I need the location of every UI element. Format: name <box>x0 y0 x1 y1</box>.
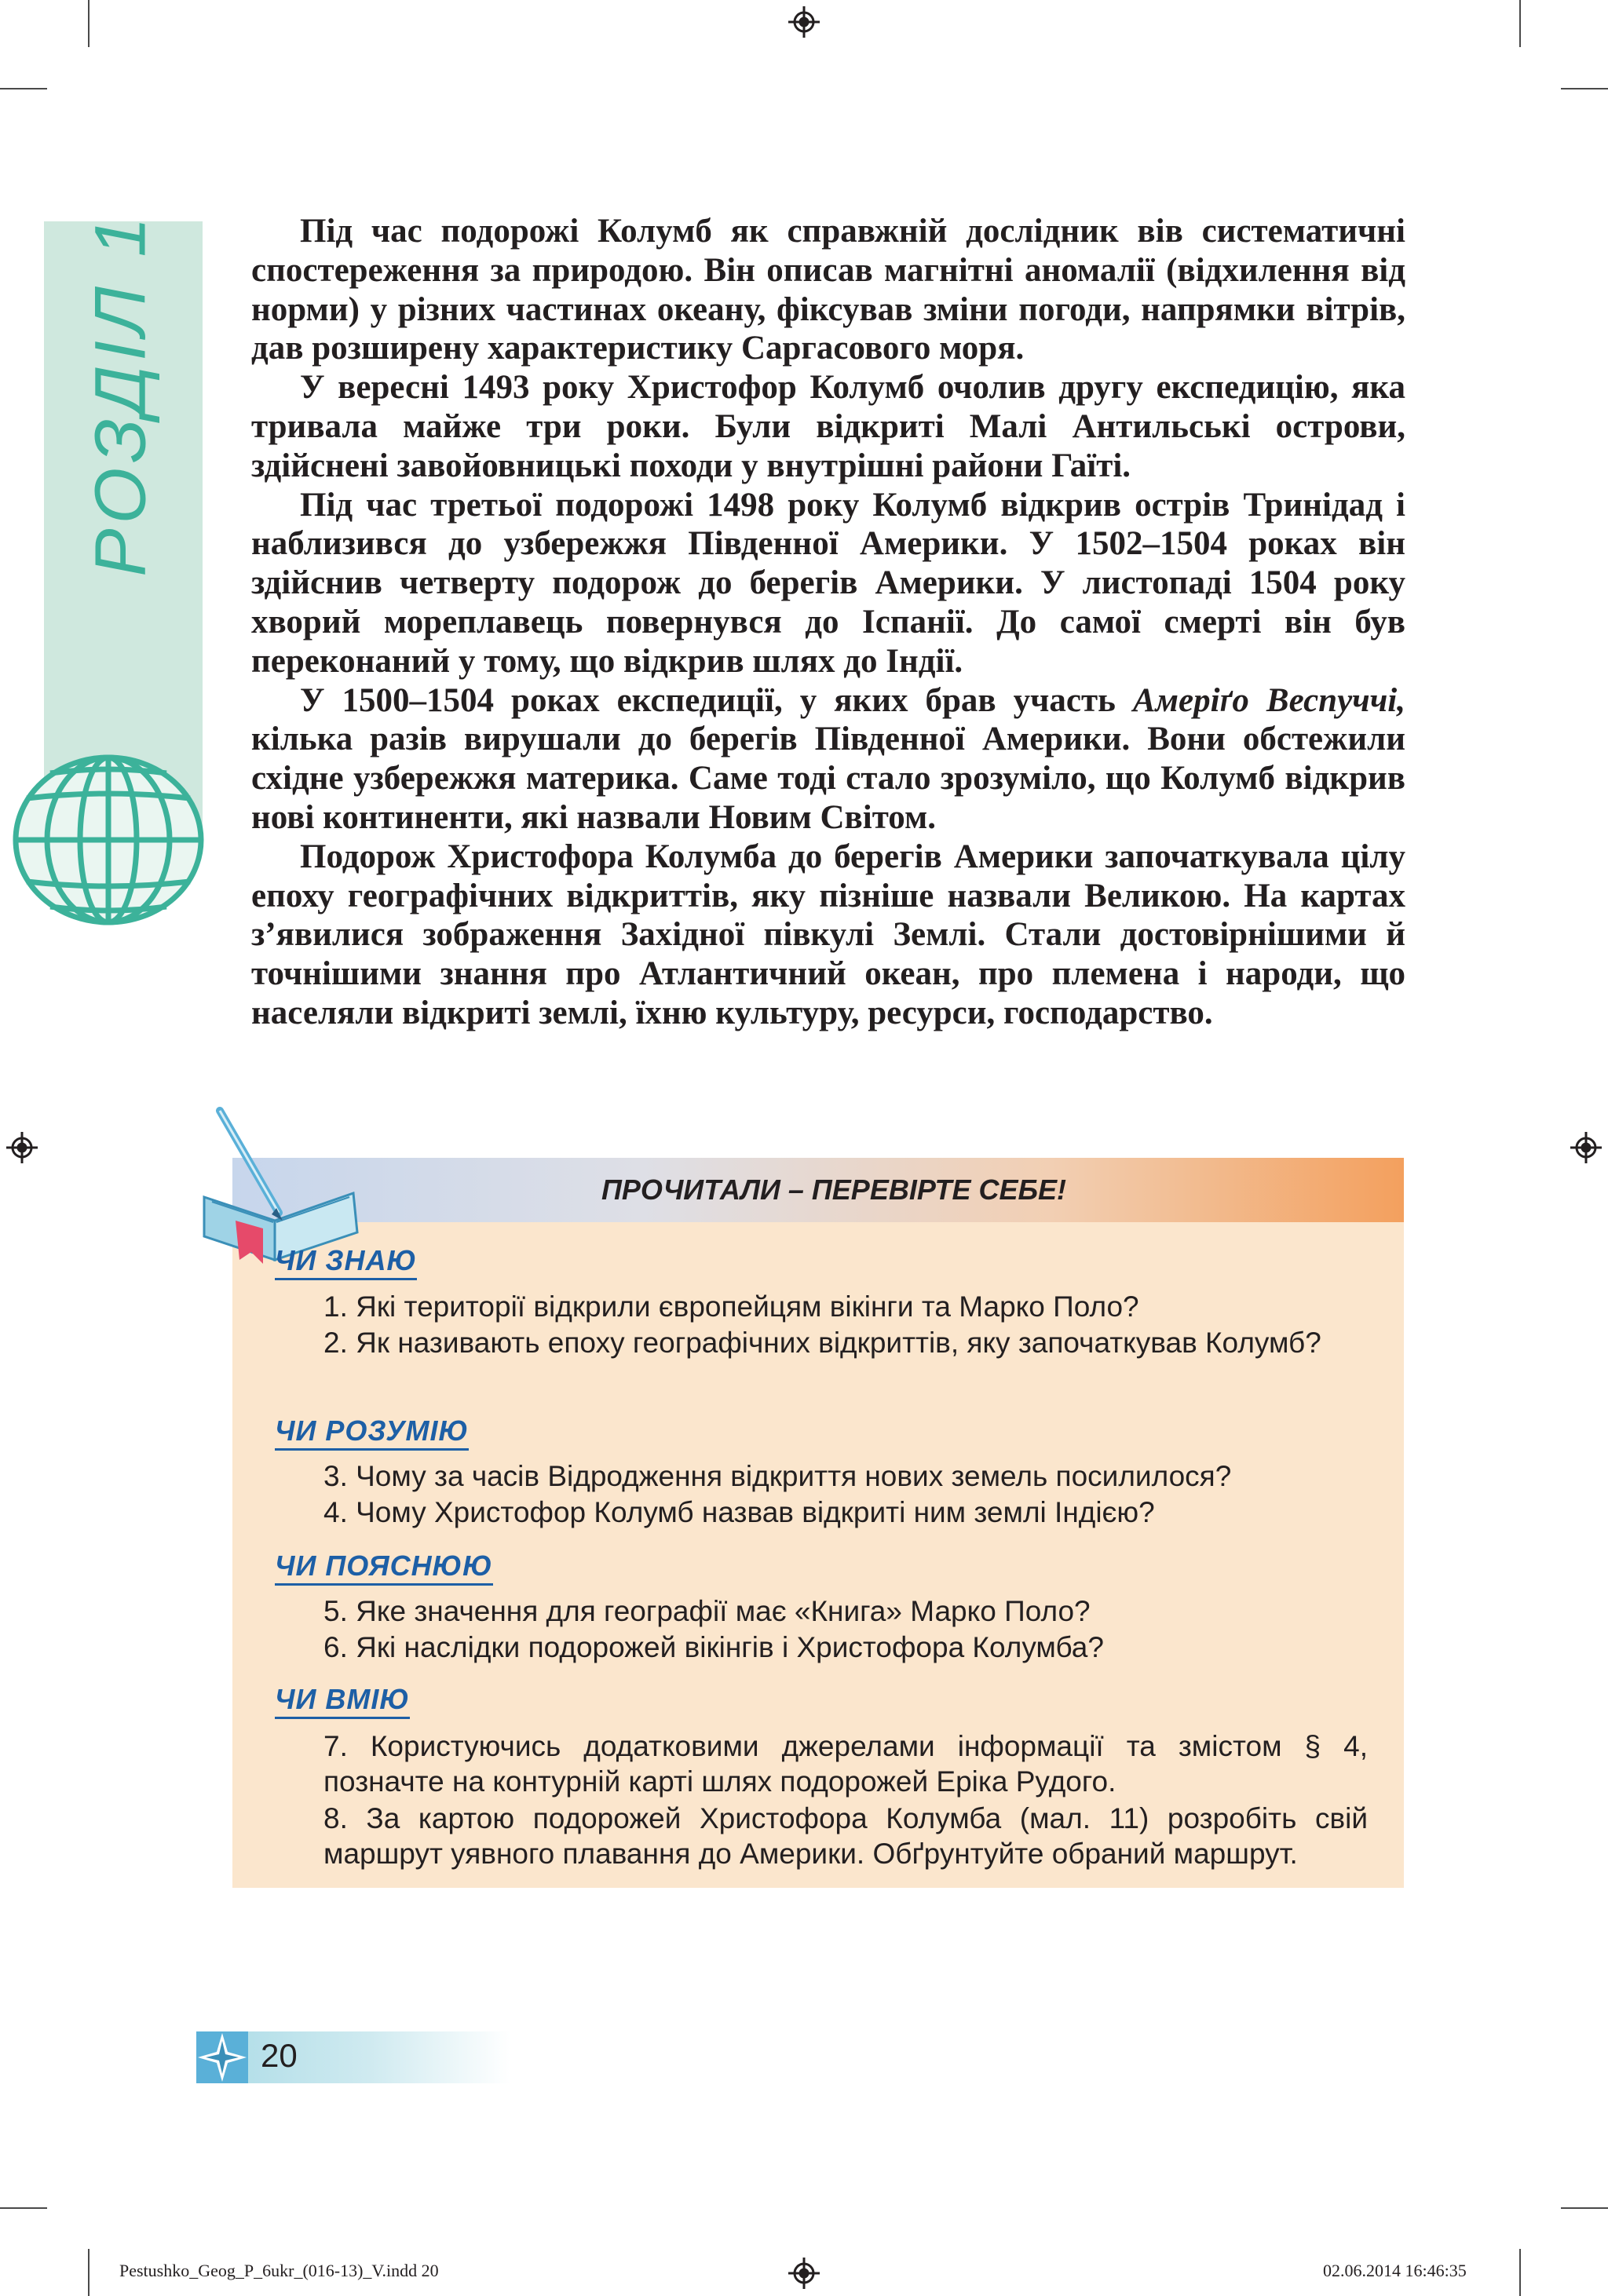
slug-date: 02.06.2014 16:46:35 <box>1323 2261 1467 2280</box>
paragraph <box>251 681 1405 838</box>
compass-star-icon <box>196 2031 248 2083</box>
crop-mark <box>1519 0 1521 47</box>
crop-mark <box>0 88 47 89</box>
chapter-label <box>42 211 199 577</box>
question-item: 1. Які території відкрили європейцям вікінги та Марко Поло? <box>323 1290 1139 1323</box>
question-item: 2. Як називають епоху географічних відкриттів, яку започаткував Колумб? <box>323 1327 1321 1359</box>
slug-file: Pestushko_Geog_P_6ukr_(016-13)_V.indd 20 <box>119 2261 439 2280</box>
registration-mark-icon <box>6 1132 38 1163</box>
crop-mark <box>88 2249 90 2296</box>
paragraph: У вересні 1493 року Христофор Колумб очолив другу експедицію, яка тривала майже три роки. Були відкриті Малі Антильські острови, здійснені завойовницькі походи у внутрішні райони Гаїті. <box>251 369 1405 484</box>
registration-mark-icon <box>788 2258 820 2289</box>
paragraph-part: У 1500–1504 роках експедиції, у яких брав участь <box>300 681 1133 719</box>
section-heading: ЧИ ЗНАЮ <box>275 1244 417 1277</box>
registration-mark-icon <box>1570 1132 1602 1163</box>
section-heading: ЧИ ВМІЮ <box>275 1683 410 1716</box>
body-text <box>251 212 1405 1033</box>
paragraph: Під час подорожі Колумб як справжній дослідник вів систематичні спостереження за природою. Він описав магнітні аномалії (відхилення від норми) у різних частинах океану, фіксував зміни погоди, напрямки вітрів, дав розширену характеристику Саргасового моря. <box>251 213 1405 367</box>
registration-mark-icon <box>788 6 820 38</box>
crop-mark <box>88 0 90 47</box>
question-item: 8. За картою подорожей Христофора Колумба (мал. 11) розробіть свій маршрут уявного плавання до Америки. Обґрунтуйте обраний маршрут. <box>323 1802 1368 1870</box>
question-item: 3. Чому за часів Відродження відкриття нових земель посилилося? <box>323 1460 1232 1492</box>
quiz-header <box>232 1158 1404 1222</box>
quiz-title: ПРОЧИТАЛИ – ПЕРЕВІРТЕ СЕБЕ! <box>601 1174 1066 1206</box>
globe-icon <box>3 750 214 930</box>
crop-mark <box>0 2207 47 2209</box>
question-item: 5. Яке значення для географії має «Книга» Марко Поло? <box>323 1595 1091 1627</box>
question-item: 4. Чому Христофор Колумб назвав відкриті ним землі Індією? <box>323 1496 1155 1528</box>
paragraph: Подорож Христофора Колумба до берегів Америки започаткувала цілу епоху географічних відкриттів, яку пізніше назвали Великою. На картах з’явилися зображення Західної півкулі Землі. Стали достовірнішими й точнішими знання про Атлантичний океан, про племена і народи, що населяли відкриті землі, їхню культуру, ресурси, господарство. <box>251 838 1405 1031</box>
chapter-label-text: РОЗДІЛ 1 <box>80 211 161 577</box>
section-heading: ЧИ ПОЯСНЮЮ <box>275 1550 493 1582</box>
page-number: 20 <box>261 2037 298 2074</box>
crop-mark <box>1561 2207 1608 2209</box>
question-item: 6. Які наслідки подорожей вікінгів і Христофора Колумба? <box>323 1631 1104 1663</box>
paragraph-part: кілька разів вирушали до берегів Південної Америки. Вони обстежили східне узбережжя материка. Саме тоді стало зрозуміло, що Колумб відкрив нові континенти, які назвали Новим Світом. <box>251 721 1405 836</box>
crop-mark <box>1519 2249 1521 2296</box>
crop-mark <box>1561 88 1608 89</box>
person-name: Амеріґо Веспуччі, <box>1132 681 1406 719</box>
paragraph: Під час третьої подорожі 1498 року Колумб відкрив острів Тринідад і наблизився до узбережжя Південної Америки. У 1502–1504 роках він здійснив четверту подорож до берегів Америки. У листопаді 1504 року хворий мореплавець повернувся до Іспанії. До самої смерті він був переконаний у тому, що відкрив шлях до Індії. <box>251 486 1405 680</box>
open-book-pen-icon <box>188 1103 377 1268</box>
section-heading: ЧИ РОЗУМІЮ <box>275 1414 469 1447</box>
question-item: 7. Користуючись додатковими джерелами інформації та змістом § 4, позначте на контурній карті шлях подорожей Еріка Рудого. <box>323 1730 1368 1798</box>
